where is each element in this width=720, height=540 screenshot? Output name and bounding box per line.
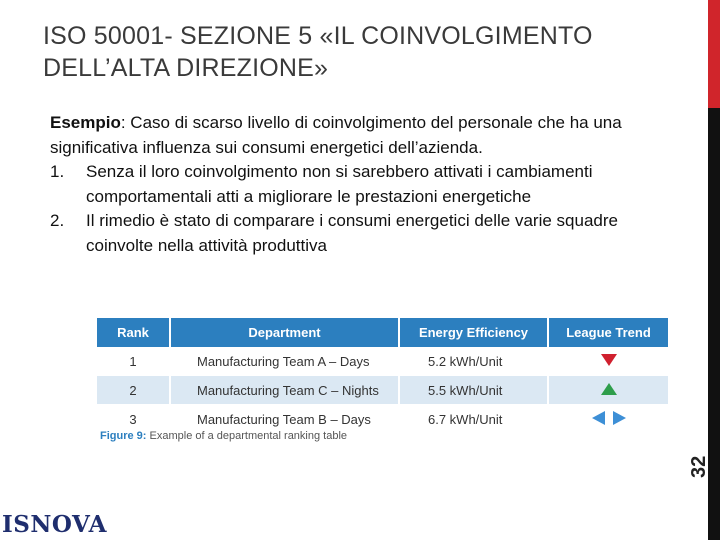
cell-trend [548, 405, 668, 434]
list-number: 2. [50, 211, 65, 230]
cell-trend [548, 347, 668, 376]
title-line-1: ISO 50001- SEZIONE 5 «IL COINVOLGIMENTO [43, 22, 593, 50]
title-line-2: DELL’ALTA DIREZIONE» [43, 54, 329, 82]
trend-down-icon [599, 352, 619, 368]
list-item [50, 209, 650, 258]
header-department: Department [170, 318, 399, 347]
list-item [50, 160, 650, 209]
table-header-row [97, 318, 668, 347]
cell-department: Manufacturing Team A – Days [170, 347, 399, 376]
ranking-table [97, 318, 668, 434]
isnova-logo: ISNOVA [2, 511, 107, 538]
cell-trend [548, 376, 668, 405]
example-label: Esempio [50, 113, 121, 132]
cell-rank: 2 [97, 376, 170, 405]
cell-rank: 3 [97, 405, 170, 434]
list-text: Il rimedio è stato di comparare i consumi energetici delle varie squadre coinvolte nella attività produttiva [86, 211, 618, 255]
table-caption [100, 430, 347, 442]
caption-text: Example of a departmental ranking table [146, 430, 348, 442]
cell-rank: 1 [97, 347, 170, 376]
header-league-trend: League Trend [548, 318, 668, 347]
caption-label: Figure 9: [100, 430, 147, 442]
page-number: 32 [688, 455, 710, 478]
list-number: 1. [50, 162, 65, 181]
example-paragraph [50, 111, 650, 160]
table-row [97, 347, 668, 376]
cell-efficiency: 5.2 kWh/Unit [399, 347, 548, 376]
header-rank: Rank [97, 318, 170, 347]
sidebar-accent-red [708, 0, 720, 108]
table-row [97, 376, 668, 405]
list-text: Senza il loro coinvolgimento non si sarebbero attivati i cambiamenti comportamentali atti a migliorare le prestazioni energetiche [86, 162, 593, 206]
slide-title [43, 20, 643, 84]
trend-steady-icon [589, 410, 629, 426]
cell-department: Manufacturing Team C – Nights [170, 376, 399, 405]
cell-efficiency: 5.5 kWh/Unit [399, 376, 548, 405]
cell-department: Manufacturing Team B – Days [170, 405, 399, 434]
example-text: : Caso di scarso livello di coinvolgimento del personale che ha una significativa influenza sui consumi energetici dell’azienda. [50, 113, 622, 157]
body-text [50, 111, 650, 258]
header-energy-efficiency: Energy Efficiency [399, 318, 548, 347]
trend-up-icon [599, 381, 619, 397]
cell-efficiency: 6.7 kWh/Unit [399, 405, 548, 434]
